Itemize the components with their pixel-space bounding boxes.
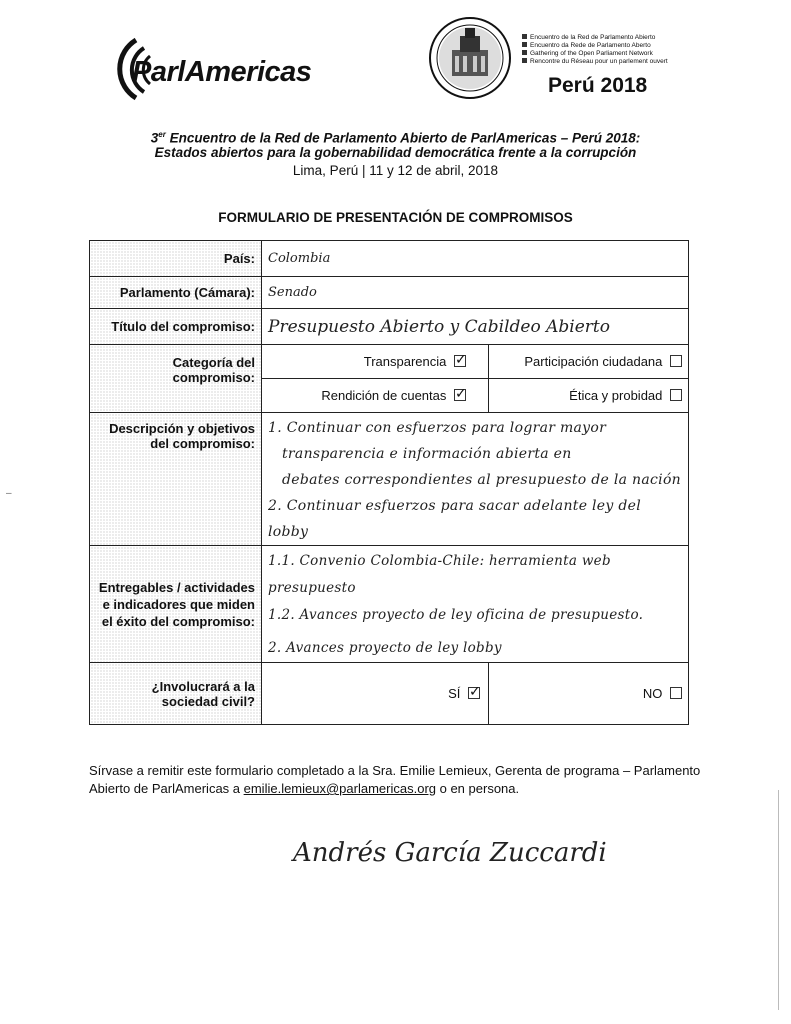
entregables-line: 1.1. Convenio Colombia-Chile: herramienta web presupuesto	[268, 553, 611, 596]
logo-wordmark: ParlAmericas	[132, 56, 312, 88]
event-line: Gathering of the Open Parliament Network	[522, 50, 692, 58]
row-categoria-1	[90, 345, 689, 379]
event-line: Rencontre du Réseau pour un parlement ouvert	[522, 58, 692, 66]
option-transparencia[interactable]: Transparencia ✓	[262, 345, 489, 379]
titulo-field[interactable]: Presupuesto Abierto y Cabildeo Abierto	[262, 309, 689, 345]
parlamento-label: Parlamento (Cámara):	[90, 277, 262, 309]
email-link[interactable]: emilie.lemieux@parlamericas.org	[243, 781, 436, 796]
row-pais	[90, 241, 689, 277]
parlamericas-logo	[92, 28, 332, 118]
row-descripcion	[90, 413, 689, 546]
descripcion-label: Descripción y objetivos del compromiso:	[90, 413, 262, 546]
scan-edge	[778, 790, 779, 1010]
option-no[interactable]: NO	[489, 663, 689, 725]
bullet-icon	[522, 42, 527, 47]
parlamento-field[interactable]: Senado	[262, 277, 689, 309]
row-titulo	[90, 309, 689, 345]
event-seal	[428, 16, 512, 100]
submission-instructions: Sírvase a remitir este formulario completado a la Sra. Emilie Lemieux, Gerenta de programa – Parlamento Abierto de ParlAmericas a emilie.lemieux@parlamericas.org o en persona.	[89, 763, 701, 796]
event-date-location: Lima, Perú | 11 y 12 de abril, 2018	[292, 163, 499, 178]
row-parlamento	[90, 277, 689, 309]
option-etica[interactable]: Ética y probidad	[489, 379, 689, 413]
signature: Andrés García Zuccardi	[293, 838, 607, 868]
pais-label: País:	[90, 241, 262, 277]
entregables-line: 1.2. Avances proyecto de ley oficina de presupuesto.	[268, 607, 644, 623]
entregables-field[interactable]	[262, 546, 689, 663]
option-participacion[interactable]: Participación ciudadana	[489, 345, 689, 379]
option-si[interactable]: SÍ ✓	[262, 663, 489, 725]
commitment-form	[89, 240, 689, 725]
checkbox-participacion[interactable]	[670, 355, 682, 367]
event-line: Encuentro de la Red de Parlamento Abierto	[522, 34, 692, 42]
event-names	[522, 34, 692, 66]
bullet-icon	[522, 50, 527, 55]
pais-field[interactable]: Colombia	[262, 241, 689, 277]
categoria-label: Categoría del compromiso:	[90, 345, 262, 413]
descripcion-field[interactable]	[262, 413, 689, 546]
event-subtitle: Estados abiertos para la gobernabilidad democrática frente a la corrupción	[154, 145, 637, 160]
form-title: FORMULARIO DE PRESENTACIÓN DE COMPROMISOS	[218, 210, 573, 225]
row-sociedad	[90, 663, 689, 725]
event-line: Encuentro da Rede de Parlamento Aberto	[522, 42, 692, 50]
event-place: Perú 2018	[548, 74, 648, 97]
bullet-icon	[522, 58, 527, 63]
descripcion-line: transparencia e información abierta en	[282, 446, 572, 462]
bullet-icon	[522, 34, 527, 39]
titulo-label: Título del compromiso:	[90, 309, 262, 345]
descripcion-line: debates correspondientes al presupuesto de la nación	[282, 472, 681, 488]
scan-mark: –	[6, 488, 12, 499]
checkbox-etica[interactable]	[670, 389, 682, 401]
descripcion-line: 2. Continuar esfuerzos para sacar adelante ley del lobby	[268, 498, 641, 540]
event-title-line1: 3er Encuentro de la Red de Parlamento Abierto de ParlAmericas – Perú 2018:	[150, 130, 641, 146]
descripcion-line: 1. Continuar con esfuerzos para lograr mayor	[268, 420, 607, 436]
checkbox-no[interactable]	[670, 687, 682, 699]
checkbox-rendicion[interactable]	[454, 389, 466, 401]
checkbox-transparencia[interactable]	[454, 355, 466, 367]
congress-seal-icon	[428, 16, 512, 100]
entregables-line: 2. Avances proyecto de ley lobby	[268, 640, 502, 656]
sociedad-label: ¿Involucrará a la sociedad civil?	[90, 663, 262, 725]
option-rendicion[interactable]: Rendición de cuentas ✓	[262, 379, 489, 413]
checkbox-si[interactable]	[468, 687, 480, 699]
row-entregables	[90, 546, 689, 663]
entregables-label: Entregables / actividades e indicadores que miden el éxito del compromiso:	[90, 546, 262, 663]
